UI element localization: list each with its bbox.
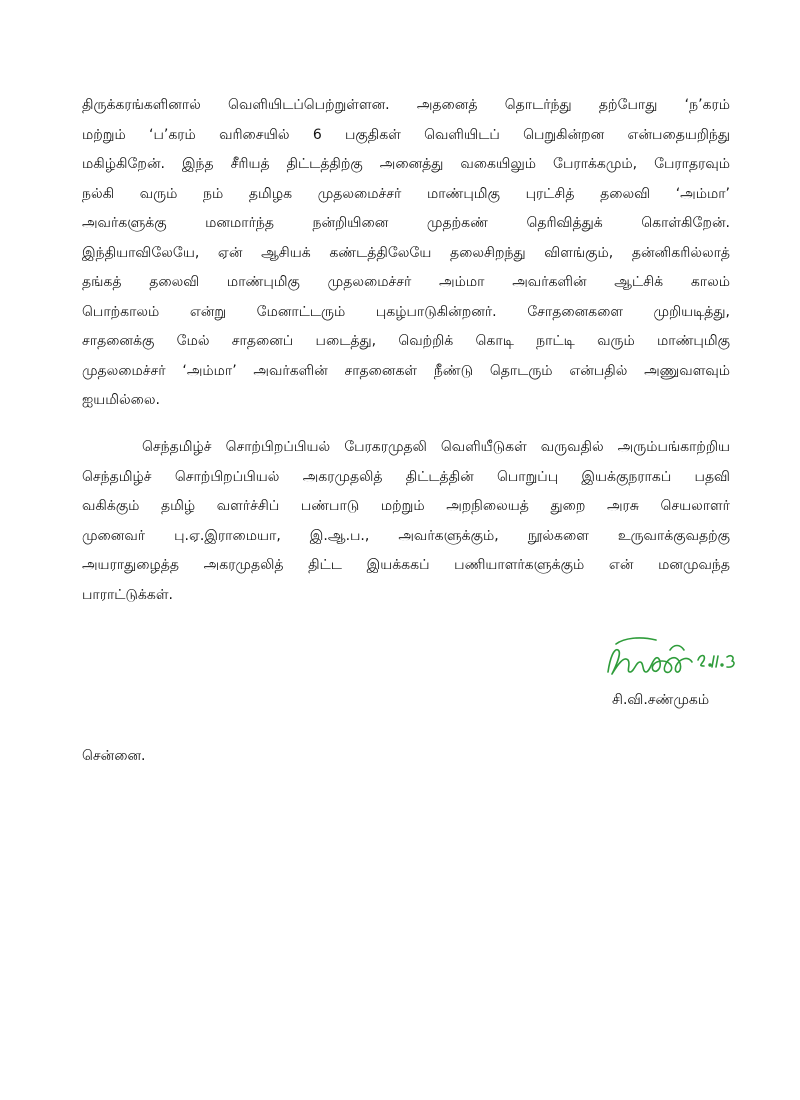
paragraph-line: மகிழ்கிறேன். இந்த சீரியத் திட்டத்திற்கு அனைத்து வகையிலும் பேராக்கமும், பேராதரவும் (82, 156, 730, 172)
paragraph-line: செந்தமிழ்ச் சொற்பிறப்பியல் பேரகரமுதலி வெளியீடுகள் வருவதில் அரும்பங்காற்றிய (142, 439, 730, 455)
paragraph-line: மற்றும் ‘ப’கரம் வரிசையில் 6 பகுதிகள் வெளியிடப் பெறுகின்றன என்பதையறிந்து (82, 126, 730, 143)
paragraph-line: அவர்களுக்கு மனமார்ந்த நன்றியினை முதற்கண் தெரிவித்துக் கொள்கிறேன். (82, 215, 730, 231)
signatory-name: சி.வி.சண்முகம் (612, 692, 710, 708)
paragraph-line: அயராதுழைத்த அகரமுதலித் திட்ட இயக்ககப் பணியாளர்களுக்கும் என் மனமுவந்த (82, 557, 730, 573)
paragraph-line: பொற்காலம் என்று மேனாட்டரும் புகழ்பாடுகின்றனர். சோதனைகளை முறியடித்து, (82, 303, 730, 320)
body-paragraph-2 (82, 433, 730, 610)
paragraph-line: முதலமைச்சர் ‘அம்மா’ அவர்களின் சாதனைகள் நீண்டு தொடரும் என்பதில் அணுவளவும் (82, 362, 730, 379)
paragraph-line: இந்தியாவிலேயே, ஏன் ஆசியக் கண்டத்திலேயே தலைசிறந்து விளங்கும், தன்னிகரில்லாத் (82, 244, 730, 261)
paragraph-line: வகிக்கும் தமிழ் வளர்ச்சிப் பண்பாடு மற்றும் அறநிலையத் துறை அரசு செயலாளர் (82, 498, 730, 514)
body-paragraph-1 (82, 91, 730, 416)
paragraph-line: ஐயமில்லை. (82, 392, 160, 408)
paragraph-line: செந்தமிழ்ச் சொற்பிறப்பியல் அகரமுதலித் திட்டத்தின் பொறுப்பு இயக்குநராகப் பதவி (82, 468, 730, 485)
paragraph-line: திருக்கரங்களினால் வெளியிடப்பெற்றுள்ளன. அதனைத் தொடர்ந்து தற்போது ‘ந’கரம் (82, 97, 730, 113)
paragraph-line: சாதனைக்கு மேல் சாதனைப் படைத்து, வெற்றிக் கொடி நாட்டி வரும் மாண்புமிகு (82, 333, 730, 349)
paragraph-line: தங்கத் தலைவி மாண்புமிகு முதலமைச்சர் அம்மா அவர்களின் ஆட்சிக் காலம் (82, 274, 730, 290)
place-name: சென்னை. (82, 748, 146, 764)
paragraph-line: முனைவர் பு.ஏ.இராமையா, இ.ஆ.ப., அவர்களுக்கும், நூல்களை உருவாக்குவதற்கு (82, 527, 730, 544)
handwritten-signature (600, 620, 760, 692)
paragraph-line: பாராட்டுக்கள். (82, 586, 173, 603)
paragraph-line: நல்கி வரும் நம் தமிழக முதலமைச்சர் மாண்புமிகு புரட்சித் தலைவி ‘அம்மா’ (82, 185, 730, 202)
